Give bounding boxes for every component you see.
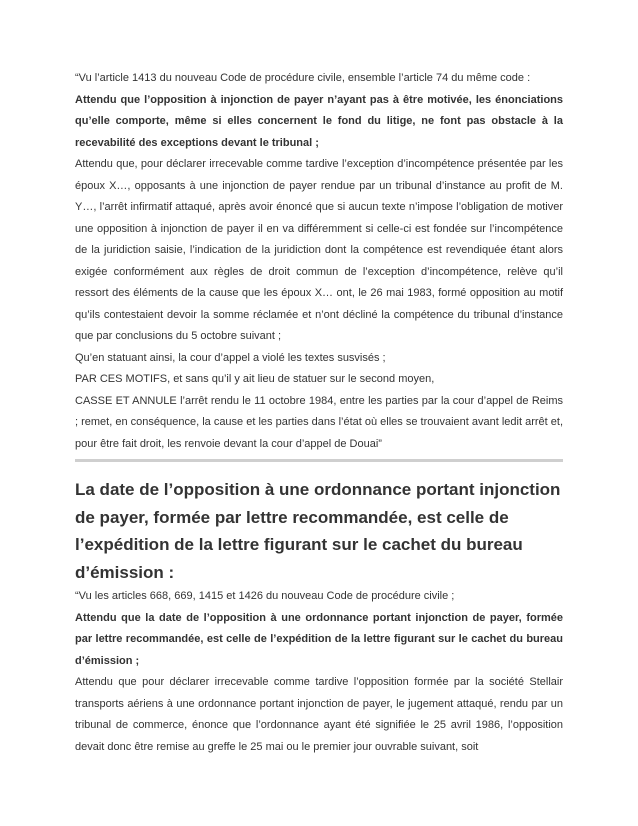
section-divider (75, 459, 563, 462)
section-ruling-1 (75, 68, 563, 455)
document-page (75, 68, 563, 758)
paragraph-reasoning: Attendu que, pour déclarer irrecevable comme tardive l’exception d’incompétence présentée par les époux X…, opposants à une injonction de payer rendue par un tribunal d’instance au profit de M. Y…, l’arrêt infirmatif attaqué, après avoir énoncé que si aucun texte n’impose l’obligation de motiver une opposition à injonction de payer il en va différemment si celle-ci est fondée sur l’incompétence de la juridiction saisie, l’indication de la juridiction dont la compétence est revendiquée étant alors exigée conformément aux règles de droit commun de l’exception d’incompétence, relève qu’il ressort des éléments de la cause que les époux X… ont, le 26 mai 1983, formé opposition au motif qu’ils contestaient devoir la somme réclamée et n’ont décliné la compétence du tribunal d’instance que par conclusions du 5 octobre suivant ; (75, 158, 563, 342)
paragraph-principle-2: Attendu que la date de l’opposition à une ordonnance portant injonction de payer, formée par lettre recommandée, est celle de l’expédition de la lettre figurant sur le cachet du bureau d’émission ; (75, 611, 563, 667)
section-heading: La date de l’opposition à une ordonnance portant injonction de payer, formée par lettre recommandée, est celle de l’expédition de la lettre figurant sur le cachet du bureau d’émission : (75, 480, 561, 582)
paragraph-motifs: PAR CES MOTIFS, et sans qu’il y ait lieu de statuer sur le second moyen, (75, 373, 435, 385)
paragraph-principle: Attendu que l’opposition à injonction de payer n’ayant pas à être motivée, les énonciations qu’elle comporte, même si elles concernent le fond du litige, ne font pas obstacle à la recevabilité des exceptions devant le tribunal ; (75, 93, 563, 149)
paragraph-citation-2: “Vu les articles 668, 669, 1415 et 1426 du nouveau Code de procédure civile ; (75, 590, 455, 602)
paragraph-casse: CASSE ET ANNULE l’arrêt rendu le 11 octobre 1984, entre les parties par la cour d’appel de Reims ; remet, en conséquence, la cause et les parties dans l’état où elles se trouvaient avant ledit arrêt et, pour être fait droit, les renvoie devant la cour d’appel de Douai” (75, 394, 563, 450)
section-ruling-2 (75, 476, 563, 758)
paragraph-conclusion: Qu’en statuant ainsi, la cour d’appel a violé les textes susvisés ; (75, 351, 386, 364)
paragraph-citation: “Vu l’article 1413 du nouveau Code de procédure civile, ensemble l’article 74 du même code : (75, 72, 531, 84)
paragraph-reasoning-2: Attendu que pour déclarer irrecevable comme tardive l’opposition formée par la société Stellair transports aériens à une ordonnance portant injonction de payer, le jugement attaqué, rendu par un tribunal de commerce, énonce que l’ordonnance ayant été signifiée le 25 avril 1986, l’opposition devait donc être remise au greffe le 25 mai ou le premier jour ouvrable suivant, soit (75, 676, 563, 753)
